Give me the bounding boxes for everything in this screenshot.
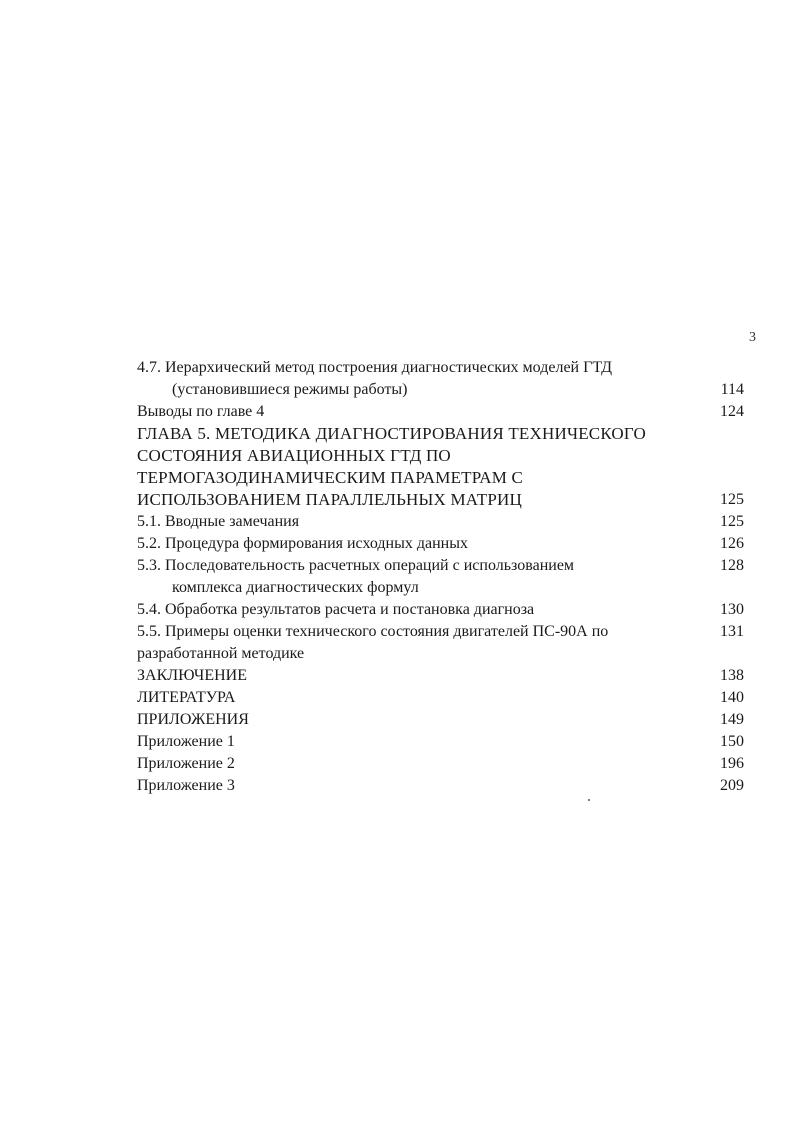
toc-entry-appendix-2: Приложение 2: [137, 755, 235, 772]
toc-entry-5-5-page: 131: [720, 623, 744, 640]
toc-entry-5-4-page: 130: [720, 601, 744, 618]
toc-entry-5-2-page: 126: [720, 535, 744, 552]
scan-speck: [588, 799, 590, 801]
toc-entry-appendix-3: Приложение 3: [137, 777, 235, 794]
toc-entry-literature: ЛИТЕРАТУРА: [137, 689, 236, 706]
toc-entry-literature-page: 140: [720, 689, 744, 706]
toc-entry-5-3-page: 128: [720, 557, 744, 574]
toc-entry-5-3-line1: 5.3. Последовательность расчетных операций с использованием: [137, 557, 575, 574]
toc-chapter5-page: 125: [720, 491, 744, 508]
toc-entry-conclusion: ЗАКЛЮЧЕНИЕ: [137, 667, 247, 684]
toc-entry-appendix-1: Приложение 1: [137, 733, 235, 750]
toc-entry-5-1: 5.1. Вводные замечания: [137, 513, 300, 530]
toc-entry-5-5-line1: 5.5. Примеры оценки технического состояния двигателей ПС-90А по: [137, 623, 609, 640]
toc-chapter5-line1: ГЛАВА 5. МЕТОДИКА ДИАГНОСТИРОВАНИЯ ТЕХНИЧЕСКОГО: [137, 424, 646, 443]
toc-entry-appendix-2-page: 196: [720, 755, 744, 772]
page-number: 3: [749, 330, 756, 345]
toc-entry-appendix-1-page: 150: [720, 733, 744, 750]
toc-entry-appendices-page: 149: [720, 711, 744, 728]
toc-entry-5-5-line2: разработанной методике: [137, 645, 305, 662]
toc-entry-4-7-line1: 4.7. Иерархический метод построения диагностических моделей ГТД: [137, 359, 613, 376]
toc-chapter5-line3: ТЕРМОГАЗОДИНАМИЧЕСКИМ ПАРАМЕТРАМ С: [137, 468, 524, 487]
toc-entry-5-1-page: 125: [720, 513, 744, 530]
toc-entry-5-3-line2: комплекса диагностических формул: [172, 579, 419, 596]
toc-entry-appendix-3-page: 209: [720, 777, 744, 794]
toc-entry-5-4: 5.4. Обработка результатов расчета и постановка диагноза: [137, 601, 535, 618]
toc-chapter5-line4: ИСПОЛЬЗОВАНИЕМ ПАРАЛЛЕЛЬНЫХ МАТРИЦ: [137, 490, 522, 509]
toc-entry-5-2: 5.2. Процедура формирования исходных данных: [137, 535, 468, 552]
toc-entry-4-7-line2: (установившиеся режимы работы): [172, 381, 408, 398]
toc-entry-conclusion-page: 138: [720, 667, 744, 684]
toc-entry-conclusions-ch4-page: 124: [720, 403, 744, 420]
toc-entry-appendices: ПРИЛОЖЕНИЯ: [137, 711, 249, 728]
toc-entry-conclusions-ch4: Выводы по главе 4: [137, 403, 265, 420]
toc-chapter5-line2: СОСТОЯНИЯ АВИАЦИОННЫХ ГТД ПО: [137, 446, 451, 465]
toc-entry-4-7-page: 114: [720, 381, 744, 398]
